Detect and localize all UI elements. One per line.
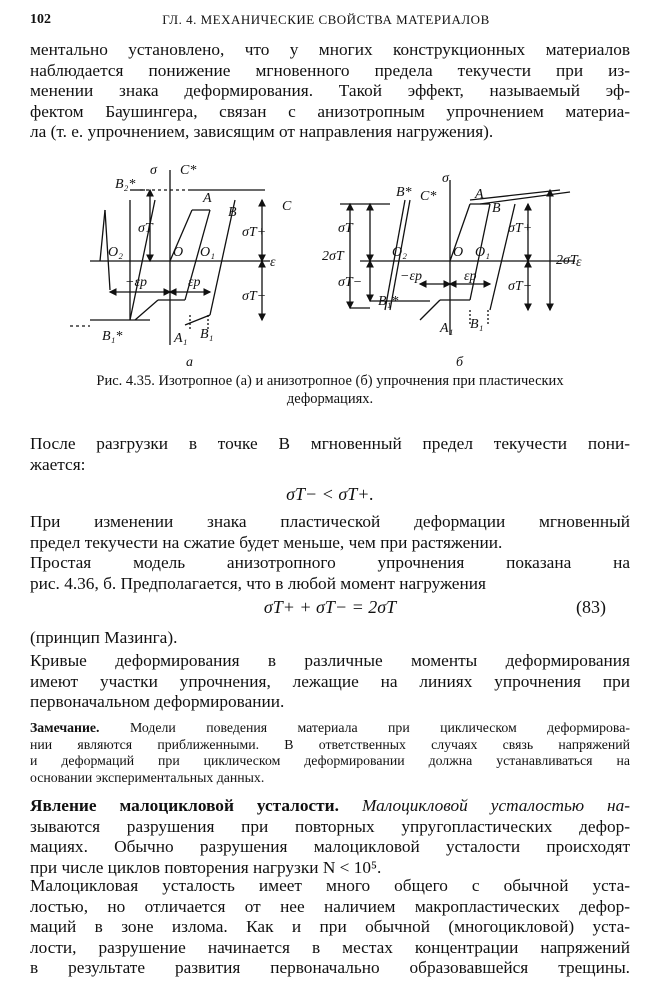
- formula-inequality: σT− < σT+.: [286, 484, 374, 504]
- page-number: 102: [30, 12, 51, 27]
- svg-text:O: O: [453, 245, 464, 260]
- svg-text:O₁: O₁: [475, 245, 490, 260]
- svg-text:−εp: −εp: [400, 269, 422, 284]
- svg-text:σT: σT: [138, 221, 153, 236]
- svg-text:B: B: [492, 201, 501, 216]
- svg-text:σT: σT: [338, 221, 353, 236]
- remark-lead: Замечание.: [30, 720, 100, 735]
- svg-text:C*: C*: [180, 163, 197, 178]
- running-head: ГЛ. 4. МЕХАНИЧЕСКИЕ СВОЙСТВА МАТЕРИАЛОВ: [162, 12, 490, 27]
- equation-masing: [30, 597, 630, 618]
- section-title: Явление малоцикловой усталости.: [30, 796, 339, 815]
- svg-text:B₁*: B₁*: [102, 329, 123, 344]
- svg-text:2σT: 2σT: [322, 249, 344, 264]
- svg-text:εp: εp: [188, 275, 201, 290]
- svg-text:B*: B*: [396, 185, 412, 200]
- svg-text:2σT: 2σT: [556, 253, 578, 268]
- figure-caption: Рис. 4.35. Изотропное (а) и анизотропное (б) упрочнения при пластических деформациях.: [96, 373, 564, 407]
- svg-text:B₂*: B₂*: [115, 177, 136, 192]
- page-header: [30, 12, 622, 32]
- svg-text:O₂: O₂: [392, 245, 407, 260]
- svg-text:O₂: O₂: [108, 245, 123, 260]
- paragraph-masing-principle: (принцип Мазинга).: [30, 628, 178, 647]
- paragraph-sign-change: При изменении знака пластической деформации мгновенный предел текучести на сжатие будет меньше, чем при растяжении.: [30, 512, 630, 552]
- svg-text:σT−: σT−: [508, 279, 533, 294]
- svg-text:A: A: [203, 191, 212, 206]
- svg-text:σT−: σT−: [338, 275, 363, 290]
- svg-text:εp: εp: [464, 269, 477, 284]
- svg-text:B₁: B₁: [470, 317, 484, 332]
- svg-text:O₁: O₁: [200, 245, 215, 260]
- diagram-anisotropic-labels: [322, 171, 582, 370]
- svg-text:C: C: [282, 199, 292, 214]
- paragraph-fatigue-comparison: Малоцикловая усталость имеет много общего с обычной уста- лостью, но отличается от нее наличием макропластических дефор- маций в зоне излома. Как и при обычной (многоцикловой) уста- лости, разрушение начинается в местах концентрации напряжений в результате развития первоначально образовавшейся трещины.: [30, 876, 630, 977]
- svg-text:A₁: A₁: [440, 321, 454, 336]
- svg-text:σT+: σT+: [508, 221, 533, 236]
- paragraph-bauschinger: ментально установлено, что у многих конструкционных материалов наблюдается понижение мгновенного предела текучести при из- менении знака деформирования. Такой эффект, называемый эф- фектом Баушингера, связан с анизотропным упрочнением материа- ла (т. е. упрочнением, зависящим от направления нагружения).: [30, 40, 630, 141]
- svg-text:A₁: A₁: [174, 331, 188, 346]
- svg-text:B₁: B₁: [200, 327, 214, 342]
- svg-text:O: O: [173, 245, 184, 260]
- svg-text:а: а: [186, 355, 193, 370]
- figure-hardening: [70, 160, 630, 370]
- equation-number: (83): [576, 597, 606, 617]
- section-low-cycle-fatigue: Явление малоцикловой усталости. Малоцикловой усталостью на- зываются разрушения при повторных упругопластических дефор- мациях. Обычно разрушения малоцикловой усталости происходят при числе циклов повторения нагрузки N < 10⁵.: [30, 796, 631, 877]
- remark-block: Замечание. Модели поведения материала при циклическом деформирова- нии являются приближенными. В ответственных случаях связь напряжений и деформаций при циклическом деформировании должна устанавливаться на основании экспериментальных данных.: [30, 720, 630, 785]
- paragraph-deformation-curves: Кривые деформирования в различные моменты деформирования имеют участки упрочнения, лежащие на линиях упрочнения при первоначальном деформировании.: [30, 651, 630, 711]
- svg-text:σ: σ: [150, 163, 157, 178]
- svg-text:σT+: σT+: [242, 225, 267, 240]
- hardening-diagrams: [70, 160, 630, 370]
- svg-text:σT−: σT−: [242, 289, 267, 304]
- equation-text: σT+ + σT− = 2σT: [263, 597, 397, 617]
- svg-text:ε: ε: [270, 255, 276, 270]
- paragraph-simple-model: Простая модель анизотропного упрочнения показана на рис. 4.36, б. Предполагается, что в любой момент нагружения: [30, 553, 630, 593]
- diagram-isotropic: [70, 170, 270, 345]
- svg-text:ε: ε: [576, 255, 582, 270]
- svg-text:−εp: −εp: [125, 275, 147, 290]
- paragraph-unloading: После разгрузки в точке B мгновенный предел текучести пони- жается:: [30, 434, 630, 474]
- svg-text:C*: C*: [420, 189, 437, 204]
- svg-text:B: B: [228, 205, 237, 220]
- svg-text:B₁*: B₁*: [378, 294, 399, 309]
- svg-text:σ: σ: [442, 171, 449, 186]
- svg-text:б: б: [456, 355, 464, 370]
- svg-text:A: A: [475, 187, 484, 202]
